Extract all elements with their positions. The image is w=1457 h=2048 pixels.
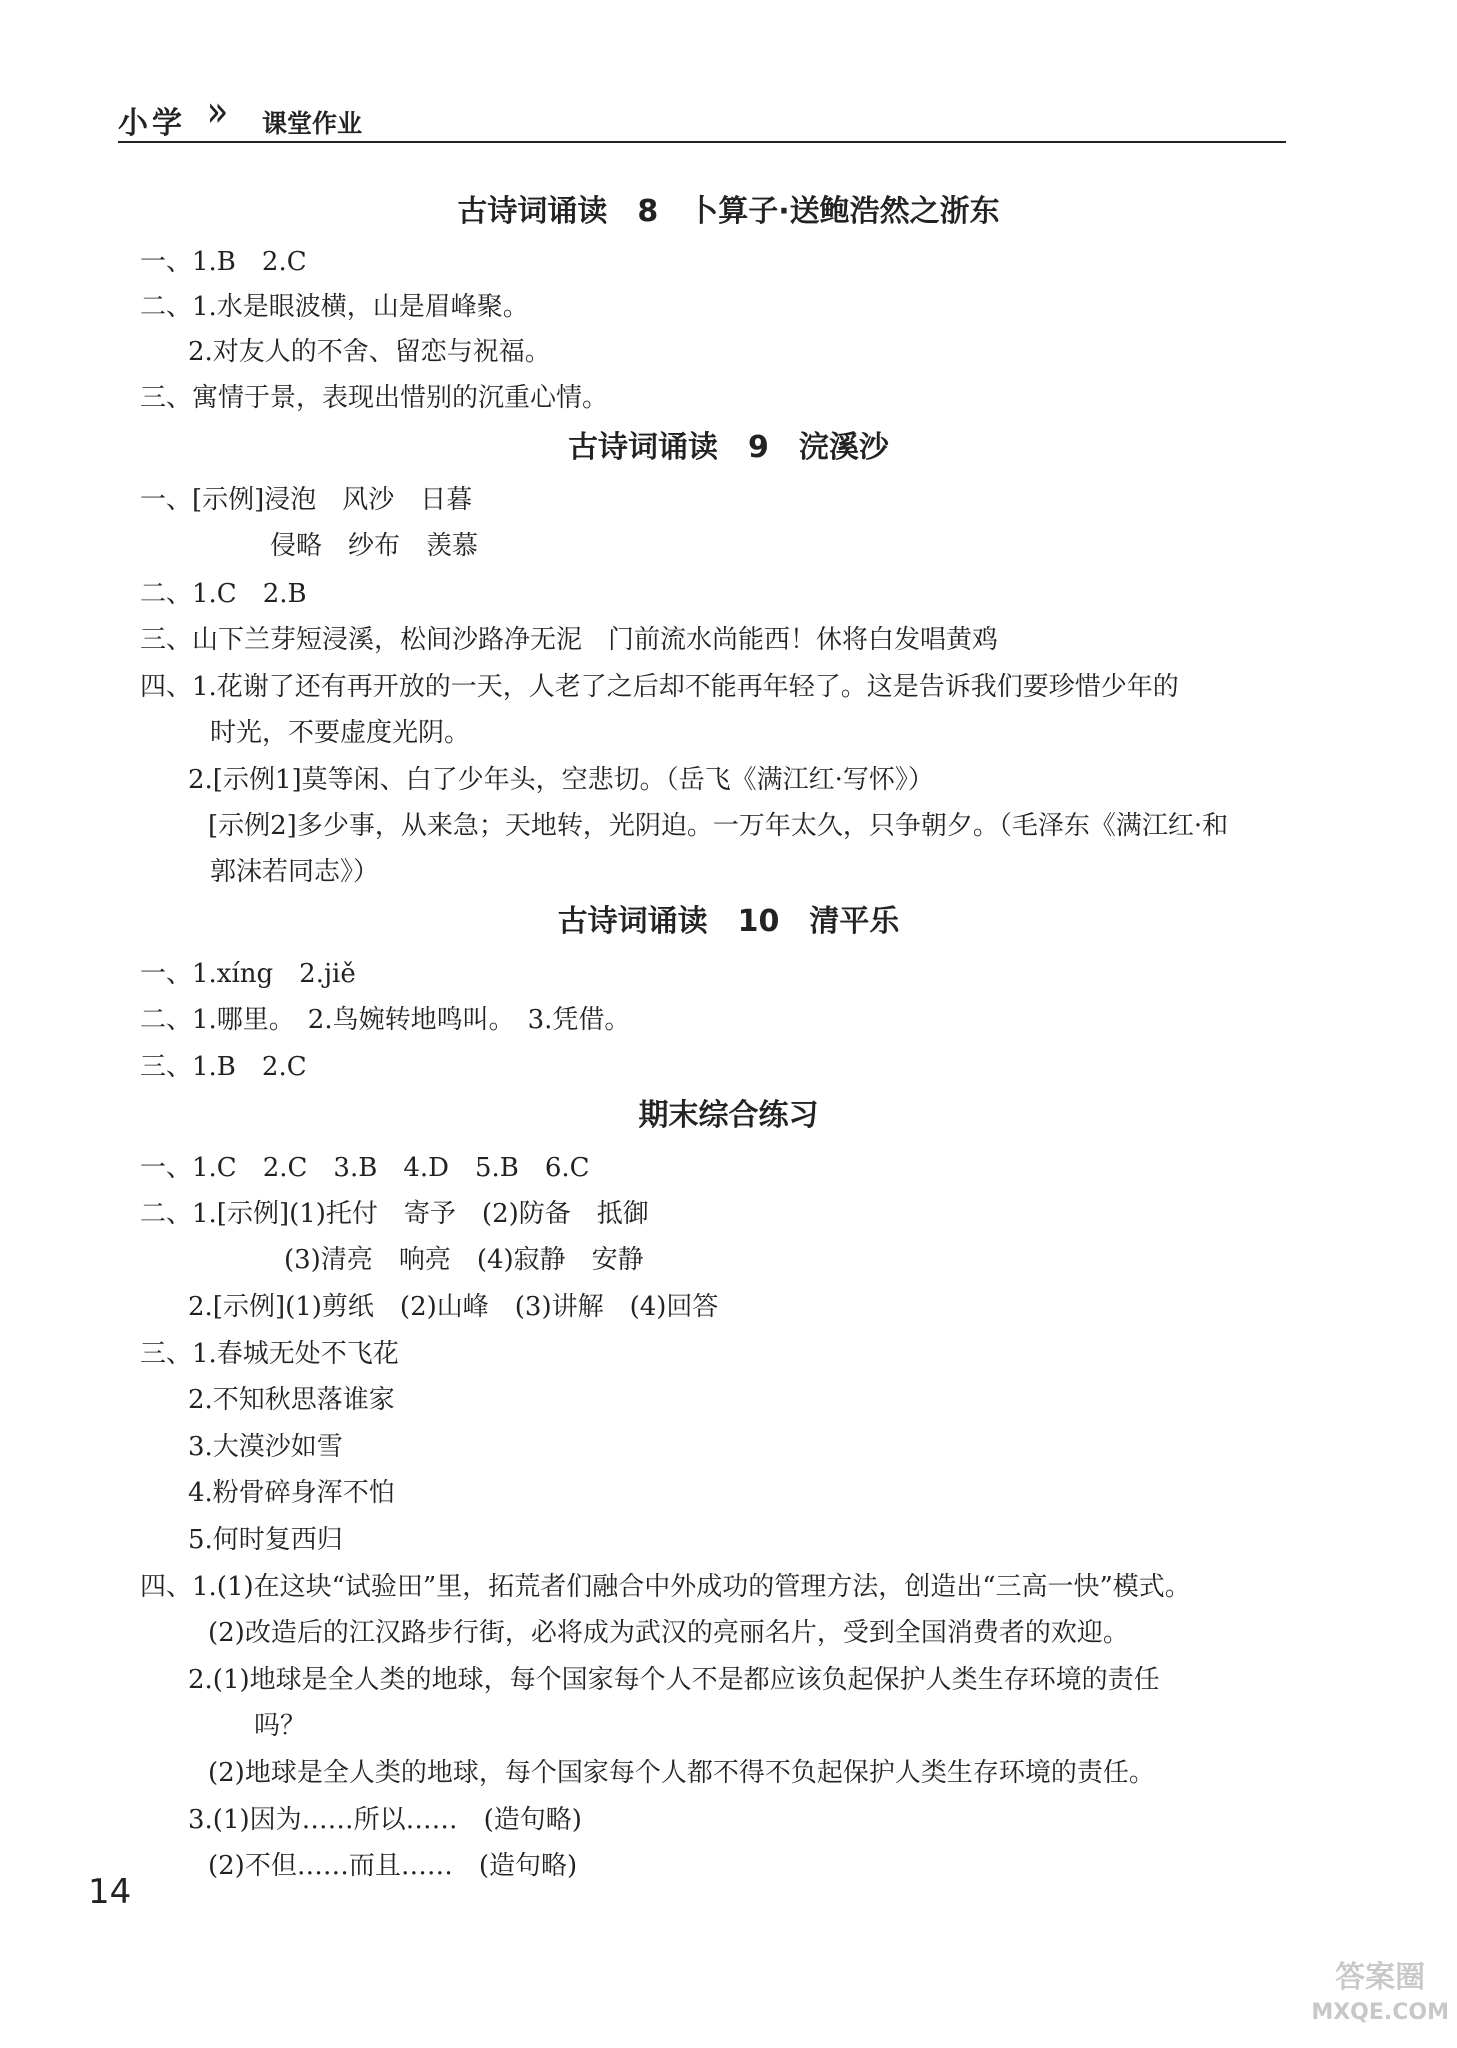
answer-line: 二、1.哪里。 2.鸟婉转地鸣叫。 3.凭借。: [140, 1005, 631, 1035]
answer-line: [示例2]多少事，从来急；天地转，光阴迫。一万年太久，只争朝夕。（毛泽东《满江红·和: [208, 811, 1229, 841]
answer-line: (3)清亮 响亮 (4)寂静 安静: [284, 1245, 644, 1275]
answer-line: 2.不知秋思落谁家: [188, 1385, 395, 1415]
answer-line: 2.[示例1]莫等闲、白了少年头，空悲切。（岳飞《满江红·写怀》）: [188, 765, 934, 795]
answer-line: 3.大漠沙如雪: [188, 1432, 343, 1462]
header-divider: [118, 141, 1286, 143]
answer-line: 三、1.B 2.C: [140, 1052, 307, 1082]
answer-line: 一、[示例]浸泡 风沙 日暮: [140, 485, 473, 515]
answer-line: 三、寓情于景，表现出惜别的沉重心情。: [140, 383, 609, 413]
page-header: [118, 86, 1286, 142]
answer-line: 三、山下兰芽短浸溪，松间沙路净无泥 门前流水尚能西！休将白发唱黄鸡: [140, 625, 999, 655]
watermark-text: 答案圈: [1335, 1960, 1426, 1995]
answer-line: 一、1.B 2.C: [140, 247, 307, 277]
section-title: 古诗词诵读 8 卜算子·送鲍浩然之浙东: [457, 194, 1000, 229]
answer-line: 一、1.xíng 2.jiě: [140, 959, 356, 989]
answer-line: 二、1.水是眼波横，山是眉峰聚。: [140, 292, 529, 322]
answer-line: 郭沫若同志》）: [210, 857, 380, 887]
page-number: 14: [88, 1872, 132, 1912]
answer-line: 二、1.C 2.B: [140, 579, 307, 609]
double-chevron-icon: »: [206, 86, 229, 137]
answer-line: 吗？: [254, 1711, 307, 1741]
answer-line: 2.(1)地球是全人类的地球，每个国家每个人不是都应该负起保护人类生存环境的责任: [188, 1665, 1160, 1695]
answer-line: (2)不但……而且…… (造句略): [208, 1851, 578, 1881]
answer-line: 四、1.(1)在这块“试验田”里，拓荒者们融合中外成功的管理方法，创造出“三高一快”模式。: [140, 1572, 1191, 1602]
series-label: 课堂作业: [262, 109, 363, 138]
answer-line: 侵略 纱布 羡慕: [270, 531, 479, 561]
answer-line: 三、1.春城无处不飞花: [140, 1339, 399, 1369]
answer-line: (2)改造后的江汉路步行街，必将成为武汉的亮丽名片，受到全国消费者的欢迎。: [208, 1618, 1129, 1648]
watermark-logo: [1311, 1958, 1449, 2028]
section-title: 古诗词诵读 9 浣溪沙: [568, 430, 889, 465]
answer-line: 2.对友人的不舍、留恋与祝福。: [188, 337, 551, 367]
grade-label: 小学: [118, 106, 186, 141]
answer-line: 2.[示例](1)剪纸 (2)山峰 (3)讲解 (4)回答: [188, 1292, 719, 1322]
answer-line: 四、1.花谢了还有再开放的一天，人老了之后却不能再年轻了。这是告诉我们要珍惜少年的: [140, 672, 1179, 702]
watermark-url: MXQE.COM: [1311, 2000, 1449, 2025]
answer-line: 5.何时复西归: [188, 1525, 343, 1555]
section-title: 期末综合练习: [638, 1098, 819, 1133]
section-title: 古诗词诵读 10 清平乐: [557, 904, 900, 939]
answer-line: 3.(1)因为……所以…… (造句略): [188, 1805, 582, 1835]
answer-line: 一、1.C 2.C 3.B 4.D 5.B 6.C: [140, 1153, 590, 1183]
answer-line: 二、1.[示例](1)托付 寄予 (2)防备 抵御: [140, 1199, 649, 1229]
answer-line: 时光，不要虚度光阴。: [210, 718, 471, 748]
answer-line: (2)地球是全人类的地球，每个国家每个人都不得不负起保护人类生存环境的责任。: [208, 1758, 1155, 1788]
answer-line: 4.粉骨碎身浑不怕: [188, 1478, 395, 1508]
